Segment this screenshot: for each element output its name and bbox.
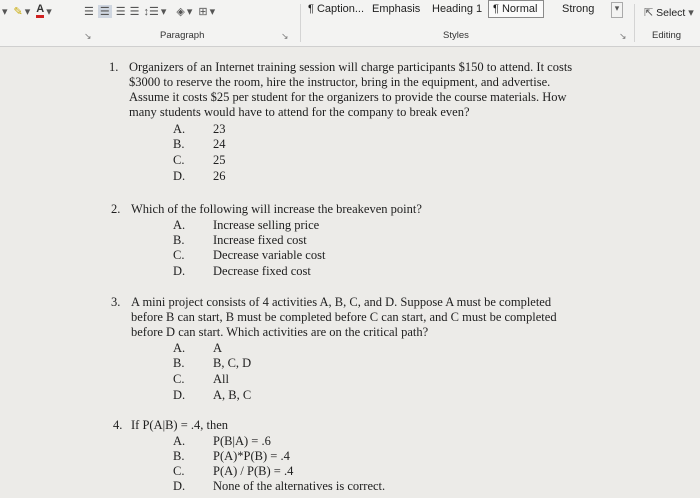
option-letter: B.	[173, 233, 185, 247]
shading-icon[interactable]: ◈	[176, 5, 185, 18]
option-text: 24	[213, 137, 226, 151]
option-letter: A.	[173, 434, 186, 448]
select-button[interactable]	[644, 6, 694, 19]
question-text	[131, 295, 557, 340]
chevron-down-icon: ▾	[688, 7, 694, 19]
style-caption[interactable]: ¶ Caption...	[308, 3, 365, 15]
question-line: before B can start, B must be completed before C can start, and C must be completed	[131, 310, 557, 324]
chevron-down-icon[interactable]: ▾	[160, 5, 167, 18]
cursor-arrow-icon: ⇱	[644, 7, 654, 19]
option-text: A	[213, 341, 223, 355]
option-text: 23	[213, 122, 226, 136]
option-text: Increase fixed cost	[213, 233, 307, 247]
divider	[634, 4, 635, 42]
chevron-down-icon[interactable]: ▾	[209, 5, 216, 18]
paragraph-group-label: Paragraph	[160, 30, 205, 41]
option-letter: C.	[173, 248, 185, 262]
font-tools	[2, 3, 52, 19]
document-page[interactable]	[0, 47, 700, 498]
option-text: 25	[213, 153, 226, 167]
style-heading-1[interactable]: Heading 1	[432, 3, 483, 15]
question-line: before D can start. Which activities are on the critical path?	[131, 325, 429, 339]
dialog-launcher-icon[interactable]: ↘	[281, 31, 289, 41]
question-line: many students would have to attend for the company to break even?	[129, 105, 470, 119]
style-normal[interactable]: ¶ Normal	[488, 0, 544, 18]
highlighter-icon[interactable]: ✎	[13, 5, 23, 18]
styles-scroll-button[interactable]: ▾	[611, 2, 623, 18]
question-number: 3.	[111, 295, 121, 309]
option-text: Increase selling price	[213, 218, 320, 232]
question-line: Assume it costs $25 per student for the organizers to provide the course materials. How	[129, 90, 567, 104]
chevron-down-icon[interactable]: ▾	[46, 5, 52, 18]
style-emphasis[interactable]: Emphasis	[372, 3, 421, 15]
align-center-icon[interactable]: ☰	[99, 5, 110, 18]
chevron-down-icon[interactable]: ▾	[24, 5, 31, 18]
borders-icon[interactable]: ⊞	[198, 5, 208, 18]
question-number: 4.	[113, 418, 123, 432]
option-text: 26	[213, 169, 226, 183]
line-spacing-icon[interactable]: ↕☰	[143, 5, 159, 18]
question-number: 1.	[109, 60, 119, 74]
option-letter: D.	[173, 388, 186, 402]
option-letter: B.	[173, 356, 185, 370]
paragraph-tools	[84, 3, 215, 19]
question-number: 2.	[111, 202, 121, 216]
option-text: B, C, D	[213, 356, 252, 370]
question-line: A mini project consists of 4 activities A, B, C, and D. Suppose A must be completed	[131, 295, 552, 309]
option-letter: B.	[173, 449, 185, 463]
dialog-launcher-icon[interactable]: ↘	[84, 31, 92, 41]
option-letter: A.	[173, 341, 186, 355]
chevron-down-icon[interactable]: ▾	[2, 5, 8, 18]
option-letter: A.	[173, 122, 186, 136]
option-letter: C.	[173, 372, 185, 386]
option-letter: D.	[173, 264, 186, 278]
option-text: Decrease variable cost	[213, 248, 326, 262]
option-letter: D.	[173, 479, 186, 493]
option-letter: C.	[173, 464, 185, 478]
option-text: All	[213, 372, 229, 386]
justify-icon[interactable]: ☰	[129, 5, 140, 18]
style-strong[interactable]: Strong	[562, 3, 595, 15]
dialog-launcher-icon[interactable]: ↘	[619, 31, 627, 41]
option-text: P(B|A) = .6	[213, 434, 271, 448]
option-letter: A.	[173, 218, 186, 232]
chevron-down-icon[interactable]: ▾	[186, 5, 193, 18]
option-letter: B.	[173, 137, 185, 151]
option-text: A, B, C	[213, 388, 252, 402]
option-text: P(A)*P(B) = .4	[213, 449, 290, 463]
font-color-button[interactable]: A	[36, 4, 44, 18]
align-right-icon[interactable]: ☰	[115, 5, 126, 18]
question-line: Organizers of an Internet training session will charge participants $150 to attend. It costs	[129, 60, 573, 74]
question-line: Which of the following will increase the breakeven point?	[131, 202, 422, 216]
styles-group-label: Styles	[443, 30, 469, 41]
select-label: Select	[656, 7, 686, 19]
option-text: None of the alternatives is correct.	[213, 479, 386, 493]
option-letter: D.	[173, 169, 186, 183]
divider	[300, 4, 301, 42]
option-text: Decrease fixed cost	[213, 264, 311, 278]
question-line: $3000 to reserve the room, hire the instructor, bring in the equipment, and advertise.	[129, 75, 551, 89]
option-letter: C.	[173, 153, 185, 167]
option-text: P(A) / P(B) = .4	[213, 464, 294, 478]
question-line: If P(A|B) = .4, then	[131, 418, 229, 432]
question-text	[131, 418, 228, 433]
editing-group-label: Editing	[652, 30, 682, 41]
ribbon-toolbar	[0, 0, 700, 47]
question-text	[131, 202, 422, 217]
align-left-icon[interactable]: ☰	[84, 5, 94, 18]
question-text	[129, 60, 572, 120]
